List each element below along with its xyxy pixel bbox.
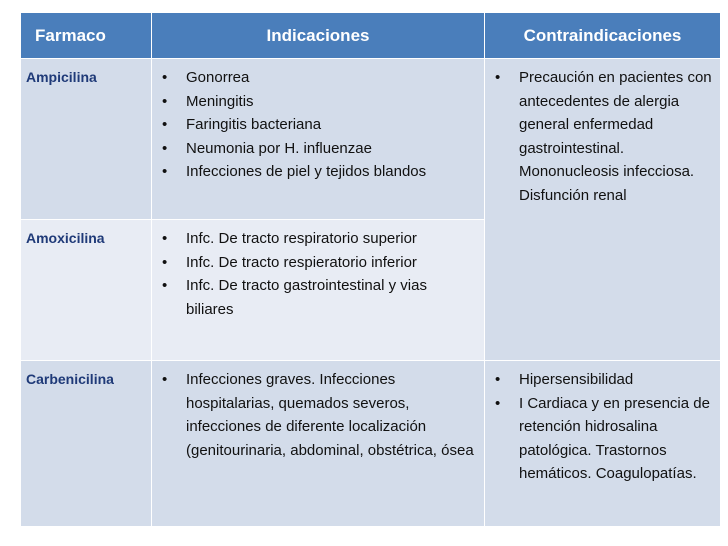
indications-amoxicilina: [152, 220, 485, 361]
table-row-carbenicilina: [21, 361, 721, 527]
list-item: • Infc. De tracto gastrointestinal y vias biliares: [158, 274, 478, 321]
indications-ampicilina: [152, 59, 485, 220]
list-item: • Precaución en pacientes con antecedentes de alergia general enfermedad gastrointestinal. Mononucleosis infecciosa. Disfunción renal: [491, 66, 714, 207]
header-row: [21, 13, 721, 59]
list-item: • Meningitis: [158, 90, 478, 114]
list-item: • Gonorrea: [158, 66, 478, 90]
header-contraindicaciones: Contraindicaciones: [485, 13, 721, 59]
table-row-ampicilina: [21, 59, 721, 220]
list-item: • Hipersensibilidad: [491, 368, 714, 392]
list-item: • Neumonia por H. influenzae: [158, 137, 478, 161]
drug-name-ampicilina: Ampicilina: [21, 59, 152, 220]
contraindications-carbenicilina: [485, 361, 721, 527]
shared-contraindications: [485, 59, 721, 361]
list-item: • Infecciones graves. Infecciones hospitalarias, quemados severos, infecciones de diferente localización (genitourinaria, abdominal, obstétrica, ósea: [158, 368, 478, 462]
list-item: • Infc. De tracto respiratorio superior: [158, 227, 478, 251]
list-item: • Infc. De tracto respieratorio inferior: [158, 251, 478, 275]
drug-name-amoxicilina: Amoxicilina: [21, 220, 152, 361]
drug-name-carbenicilina: Carbenicilina: [21, 361, 152, 527]
header-indicaciones: Indicaciones: [152, 13, 485, 59]
list-item: • Faringitis bacteriana: [158, 113, 478, 137]
list-item: • Infecciones de piel y tejidos blandos: [158, 160, 478, 184]
list-item: • I Cardiaca y en presencia de retención hidrosalina patológica. Trastornos hemáticos. Coagulopatías.: [491, 392, 714, 486]
indications-carbenicilina: [152, 361, 485, 527]
drug-table: [20, 12, 721, 527]
header-farmaco: Farmaco: [21, 13, 152, 59]
